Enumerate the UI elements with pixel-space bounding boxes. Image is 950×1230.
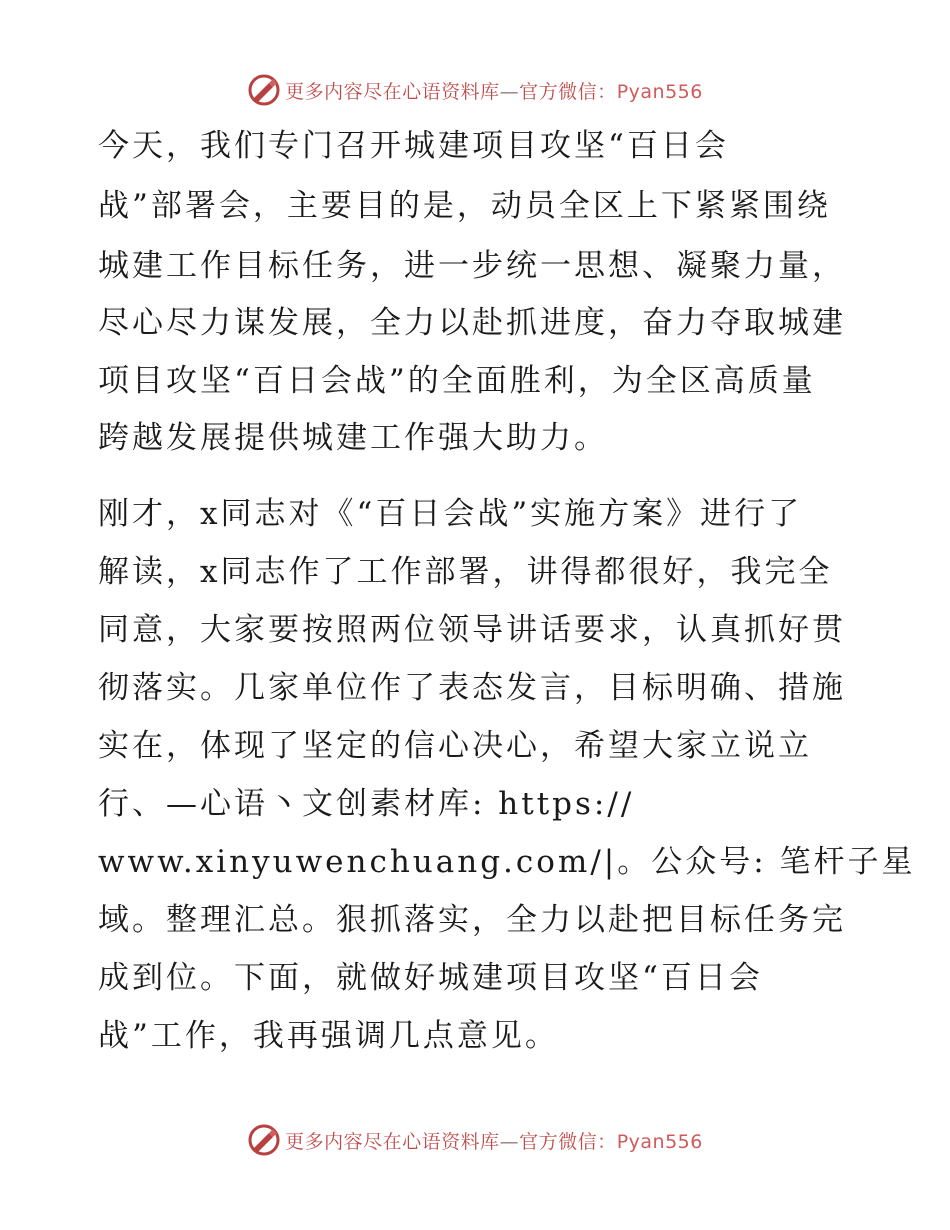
text-line: 实在，体现了坚定的信心决心，希望大家立说立	[98, 728, 812, 764]
header-banner	[0, 70, 950, 110]
pen-logo-icon	[247, 73, 281, 107]
text-line: 今天，我们专门召开城建项目攻坚“百日会	[98, 128, 729, 164]
pen-logo-icon	[247, 1123, 281, 1157]
text-line: 战”工作，我再强调几点意见。	[98, 1018, 559, 1054]
text-line: 跨越发展提供城建工作强大助力。	[98, 420, 608, 456]
text-line: 战”部署会，主要目的是，动员全区上下紧紧围绕	[98, 188, 831, 224]
footer-banner	[0, 1120, 950, 1160]
text-line: 行、—心语丶文创素材库: https://	[98, 786, 635, 822]
banner-text: 更多内容尽在心语资料库—官方微信：Pyan556	[285, 80, 703, 103]
text-line: 刚才，x同志对《“百日会战”实施方案》进行了	[98, 496, 803, 532]
text-line: 同意，大家要按照两位领导讲话要求，认真抓好贯	[98, 612, 846, 648]
banner-text: 更多内容尽在心语资料库—官方微信：Pyan556	[285, 1130, 703, 1153]
text-line: 项目攻坚“百日会战”的全面胜利，为全区高质量	[98, 363, 816, 399]
text-line: 域。整理汇总。狠抓落实，全力以赴把目标任务完	[98, 902, 846, 938]
text-line: www.xinyuwenchuang.com/|。公众号: 笔杆子星	[98, 844, 916, 880]
text-line: 彻落实。几家单位作了表态发言，目标明确、措施	[98, 670, 846, 706]
text-line: 城建工作目标任务，进一步统一思想、凝聚力量，	[98, 248, 846, 284]
text-line: 成到位。下面，就做好城建项目攻坚“百日会	[98, 960, 763, 996]
text-line: 解读，x同志作了工作部署，讲得都很好，我完全	[98, 554, 833, 590]
text-line: 尽心尽力谋发展，全力以赴抓进度，奋力夺取城建	[98, 305, 846, 341]
